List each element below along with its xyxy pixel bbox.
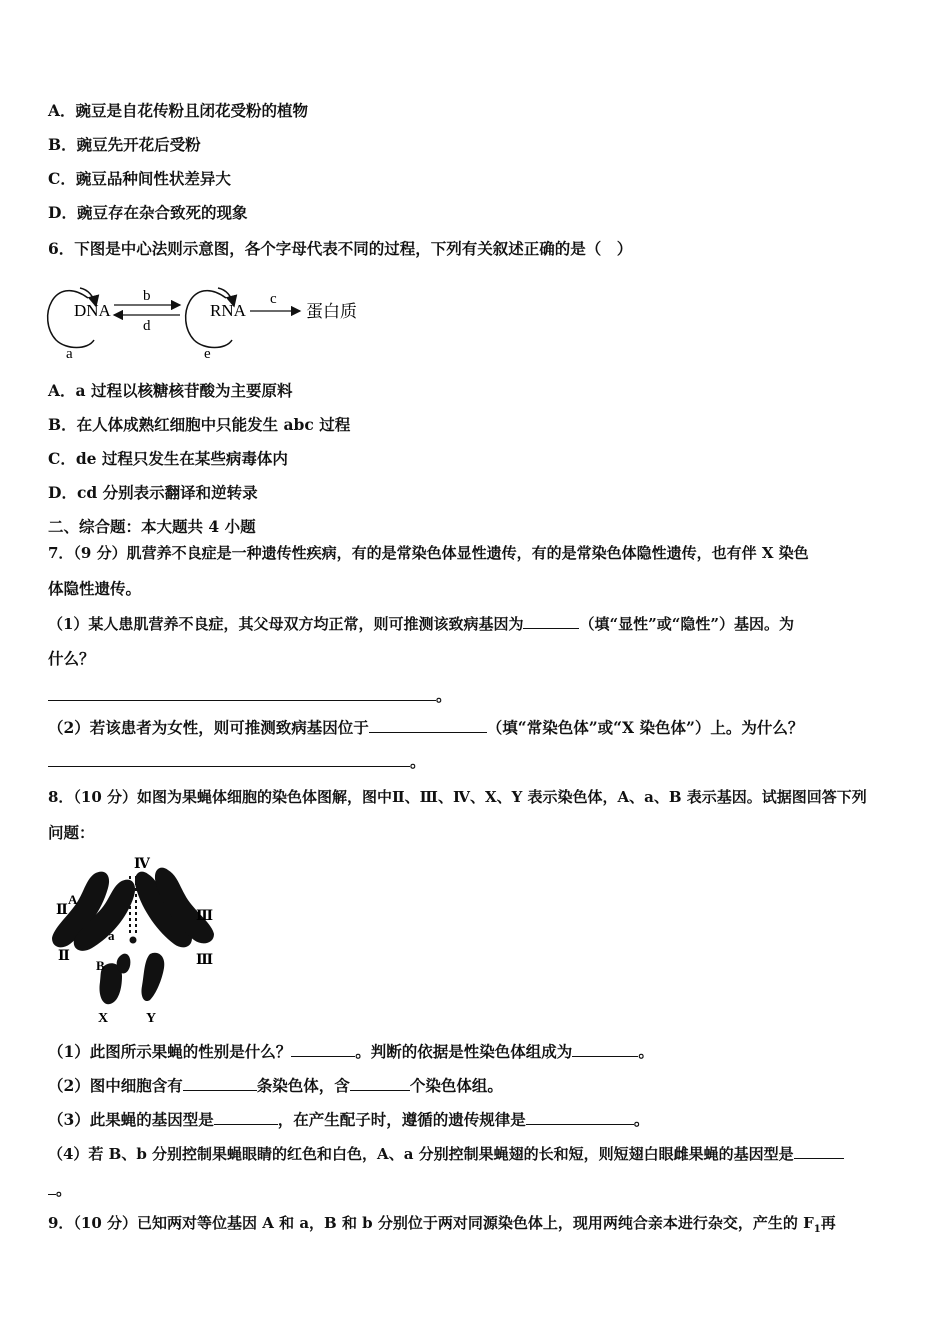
chromosome-Y — [141, 953, 164, 1001]
q7-blank-1[interactable] — [523, 612, 579, 629]
q8-part3-text-a: （3）此果蝇的基因型是 — [48, 1110, 214, 1129]
label-II-bottom: Ⅱ — [58, 949, 70, 964]
q8-part2-text-b: 条染色体，含 — [256, 1076, 350, 1095]
label-A: A — [68, 892, 78, 907]
label-c: c — [270, 291, 277, 307]
dna-label: DNA — [74, 301, 111, 320]
q7-part2-text-a: （2）若该患者为女性，则可推测致病基因位于 — [48, 718, 369, 737]
chromosome-X-2 — [117, 954, 131, 974]
q7-part1-end: 。 — [436, 686, 452, 705]
label-IV: Ⅳ — [134, 857, 150, 872]
label-b: b — [143, 288, 151, 304]
label-a: a — [66, 346, 73, 362]
label-Y: Y — [146, 1011, 157, 1026]
q8-part2-text-a: （2）图中细胞含有 — [48, 1076, 183, 1095]
label-III-top: Ⅲ — [196, 909, 214, 924]
q8-blank-2[interactable] — [572, 1040, 638, 1057]
q8-part1-line — [48, 1040, 654, 1063]
q8-part2-text-c: 个染色体组。 — [409, 1076, 503, 1095]
q8-part1-text-a: （1）此图所示果蝇的性别是什么？ — [48, 1042, 292, 1061]
q7-part1-why: 什么？ — [48, 649, 95, 668]
q8-stem-line1: 8．（10 分）如图为果蝇体细胞的染色体图解，图中Ⅱ、Ⅲ、Ⅳ、X、Y 表示染色体，A、a、B 表示基因。试据图回答下列 — [48, 788, 867, 806]
label-d: d — [143, 318, 151, 334]
q7-part1-line — [48, 612, 794, 635]
fruit-fly-chromosome-figure — [46, 852, 226, 1028]
q8-blank-5[interactable] — [214, 1108, 278, 1125]
label-a: a — [108, 928, 115, 943]
label-II-top: Ⅱ — [56, 903, 68, 918]
q7-part2-end: 。 — [410, 752, 426, 771]
q8-blank-1[interactable] — [291, 1040, 355, 1057]
protein-label: 蛋白质 — [306, 302, 357, 322]
q7-part1-text-b: （填“显性”或“隐性”）基因。为 — [579, 615, 794, 633]
q8-part3-line — [48, 1108, 649, 1131]
label-B: B — [96, 958, 105, 973]
q7-stem-line1: 7．（9 分）肌营养不良症是一种遗传性疾病，有的是常染色体显性遗传，有的是常染色体隐性遗传，也有伴 X 染色 — [48, 544, 809, 562]
q8-blank-3[interactable] — [183, 1074, 257, 1091]
section-2-title: 二、综合题：本大题共 4 小题 — [48, 517, 256, 536]
q8-blank-4[interactable] — [350, 1074, 410, 1091]
q7-blank-3[interactable] — [369, 716, 487, 733]
q7-part1-text-a: （1）某人患肌营养不良症，其父母双方均正常，则可推测该致病基因为 — [48, 615, 524, 633]
label-X: X — [98, 1011, 109, 1026]
q6-option-a: A．a 过程以核糖核苷酸为主要原料 — [48, 381, 293, 400]
q8-blank-7-cont — [48, 1178, 56, 1195]
q8-part2-line — [48, 1074, 503, 1097]
q5-option-b: B．豌豆先开花后受粉 — [48, 135, 201, 154]
label-III-bottom: Ⅲ — [196, 953, 214, 968]
q7-part2-line — [48, 716, 803, 739]
q6-option-b: B．在人体成熟红细胞中只能发生 abc 过程 — [48, 415, 351, 434]
q7-stem-line2: 体隐性遗传。 — [48, 579, 142, 598]
q8-part3-text-b: ，在产生配子时，遵循的遗传规律是 — [277, 1110, 526, 1129]
q6-stem: 6．下图是中心法则示意图，各个字母代表不同的过程，下列有关叙述正确的是（ ） — [48, 239, 633, 258]
q5-option-c: C．豌豆品种间性状差异大 — [48, 169, 231, 188]
q6-option-d: D．cd 分别表示翻译和逆转录 — [48, 483, 258, 502]
q8-stem-line2: 问题： — [48, 823, 95, 842]
label-e: e — [204, 346, 211, 362]
q8-part4-line — [48, 1142, 844, 1165]
q7-blank-2[interactable] — [48, 684, 436, 701]
central-dogma-diagram — [44, 278, 374, 364]
q9-subscript: 1 — [813, 1224, 821, 1235]
q8-part4-end-line — [48, 1178, 72, 1201]
q9-stem-line1 — [48, 1212, 836, 1241]
q9-stem-tail: 再 — [820, 1214, 836, 1232]
rna-label: RNA — [210, 301, 246, 320]
q7-part2-text-b: （填“常染色体”或“X 染色体”）上。为什么？ — [486, 718, 804, 737]
q8-part1-text-c: 。 — [638, 1042, 654, 1061]
q8-part1-text-b: 。判断的依据是性染色体组成为 — [355, 1042, 573, 1061]
q5-option-a: A．豌豆是自花传粉且闭花受粉的植物 — [48, 101, 309, 120]
q9-stem-text: 9．（10 分）已知两对等位基因 A 和 a，B 和 b 分别位于两对同源染色体上，现用两纯合亲本进行杂交，产生的 F — [48, 1214, 814, 1232]
q8-blank-6[interactable] — [526, 1108, 634, 1125]
q5-option-d: D．豌豆存在杂合致死的现象 — [48, 203, 248, 222]
q8-blank-7[interactable] — [794, 1142, 844, 1159]
q8-part4-end: 。 — [56, 1180, 72, 1199]
q8-part4-text-a: （4）若 B、b 分别控制果蝇眼睛的红色和白色，A、a 分别控制果蝇翅的长和短，则短翅白眼雌果蝇的基因型是 — [48, 1145, 794, 1163]
q7-part1-answer-line — [48, 684, 452, 707]
q7-blank-4[interactable] — [48, 750, 410, 767]
q6-option-c: C．de 过程只发生在某些病毒体内 — [48, 449, 288, 468]
q8-part3-text-c: 。 — [633, 1110, 650, 1129]
q7-part2-answer-line — [48, 750, 426, 773]
